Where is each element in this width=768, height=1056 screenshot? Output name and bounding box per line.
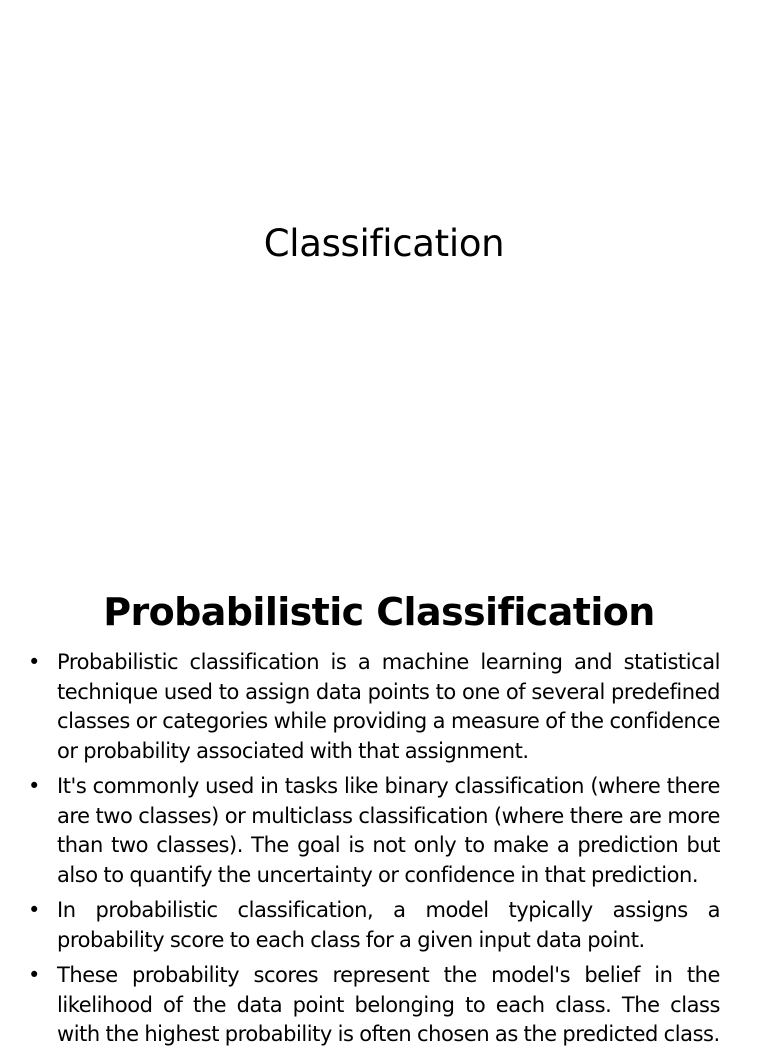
bullet-text: In probabilistic classification, a model typically assigns a probability score to each class for a given input data point. bbox=[57, 898, 720, 952]
bullet-item bbox=[28, 961, 720, 1050]
bullet-text: It's commonly used in tasks like binary classification (where there are two classes) or multiclass classification (where there are more than two classes). The goal is not only to make a prediction but also to quantify the uncertainty or confidence in that prediction. bbox=[57, 774, 720, 887]
bullet-text: These probability scores represent the model's belief in the likelihood of the data point belonging to each class. The class with the highest probability is often chosen as the predicted class. bbox=[57, 963, 720, 1046]
slide-heading: Probabilistic Classification bbox=[103, 590, 655, 634]
slide-title: Classification bbox=[263, 222, 505, 265]
bullet-text: Probabilistic classification is a machine learning and statistical technique used to assign data points to one of several predefined classes or categories while providing a measure of the confidence or probability associated with that assignment. bbox=[57, 650, 720, 763]
bullet-item bbox=[28, 896, 720, 955]
bullet-item bbox=[28, 648, 720, 766]
slide-2 bbox=[0, 576, 768, 1046]
bullet-icon: • bbox=[28, 650, 40, 674]
bullet-list bbox=[28, 648, 720, 1056]
bullet-icon: • bbox=[28, 963, 40, 987]
bullet-icon: • bbox=[28, 898, 40, 922]
bullet-icon: • bbox=[28, 774, 40, 798]
bullet-item bbox=[28, 772, 720, 890]
